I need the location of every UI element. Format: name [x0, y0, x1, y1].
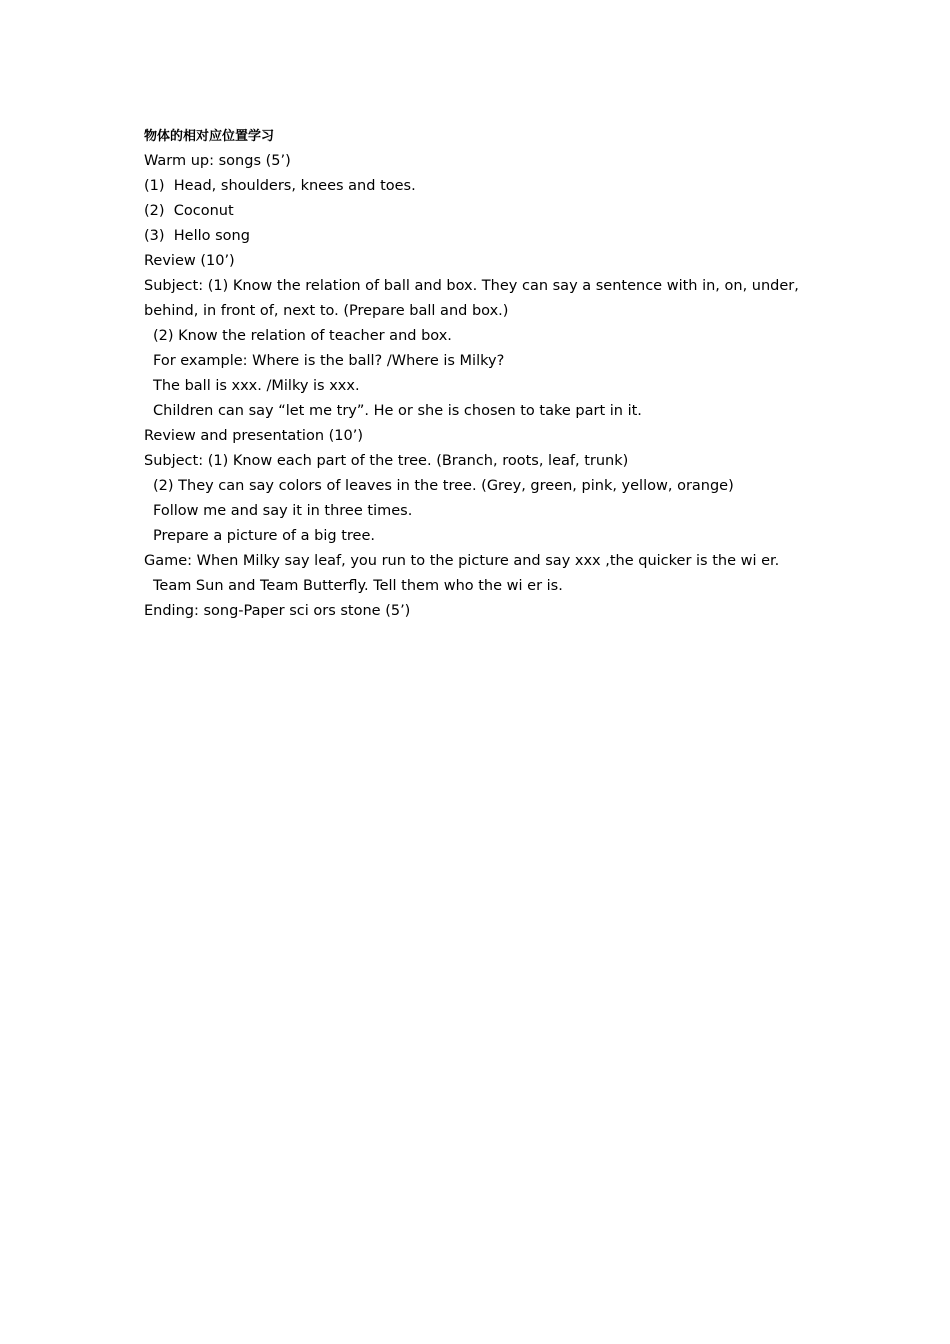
subject1-line1: Subject: (1) Know the relation of ball and box. They can say a sentence with in, on, under,: [144, 278, 799, 294]
review-heading: Review (10’): [144, 253, 235, 269]
follow-me-note: Follow me and say it in three times.: [153, 503, 413, 519]
review-presentation-heading: Review and presentation (10’): [144, 428, 363, 444]
subject1-line2: behind, in front of, next to. (Prepare ball and box.): [144, 303, 509, 319]
prepare-picture-note: Prepare a picture of a big tree.: [153, 528, 375, 544]
ending-line: Ending: song-Paper sci ors stone (5’): [144, 603, 411, 619]
example-answer: The ball is xxx. /Milky is xxx.: [153, 378, 360, 394]
game-description: Game: When Milky say leaf, you run to the picture and say xxx ,the quicker is the wi er.: [144, 553, 780, 569]
teams-note: Team Sun and Team Butterfly. Tell them who the wi er is.: [153, 578, 563, 594]
song-item-3: (3) Hello song: [144, 228, 250, 244]
example-question: For example: Where is the ball? /Where is Milky?: [153, 353, 505, 369]
warmup-heading: Warm up: songs (5’): [144, 153, 291, 169]
document-title: 物体的相对应位置学习: [144, 129, 275, 144]
subject2-item2: (2) They can say colors of leaves in the tree. (Grey, green, pink, yellow, orange): [153, 478, 734, 494]
song-item-2: (2) Coconut: [144, 203, 234, 219]
subject1-item2: (2) Know the relation of teacher and box.: [153, 328, 452, 344]
song-item-1: (1) Head, shoulders, knees and toes.: [144, 178, 416, 194]
subject2-item1: Subject: (1) Know each part of the tree. (Branch, roots, leaf, trunk): [144, 453, 629, 469]
document-page: [144, 124, 824, 624]
children-note: Children can say “let me try”. He or she is chosen to take part in it.: [153, 403, 642, 419]
